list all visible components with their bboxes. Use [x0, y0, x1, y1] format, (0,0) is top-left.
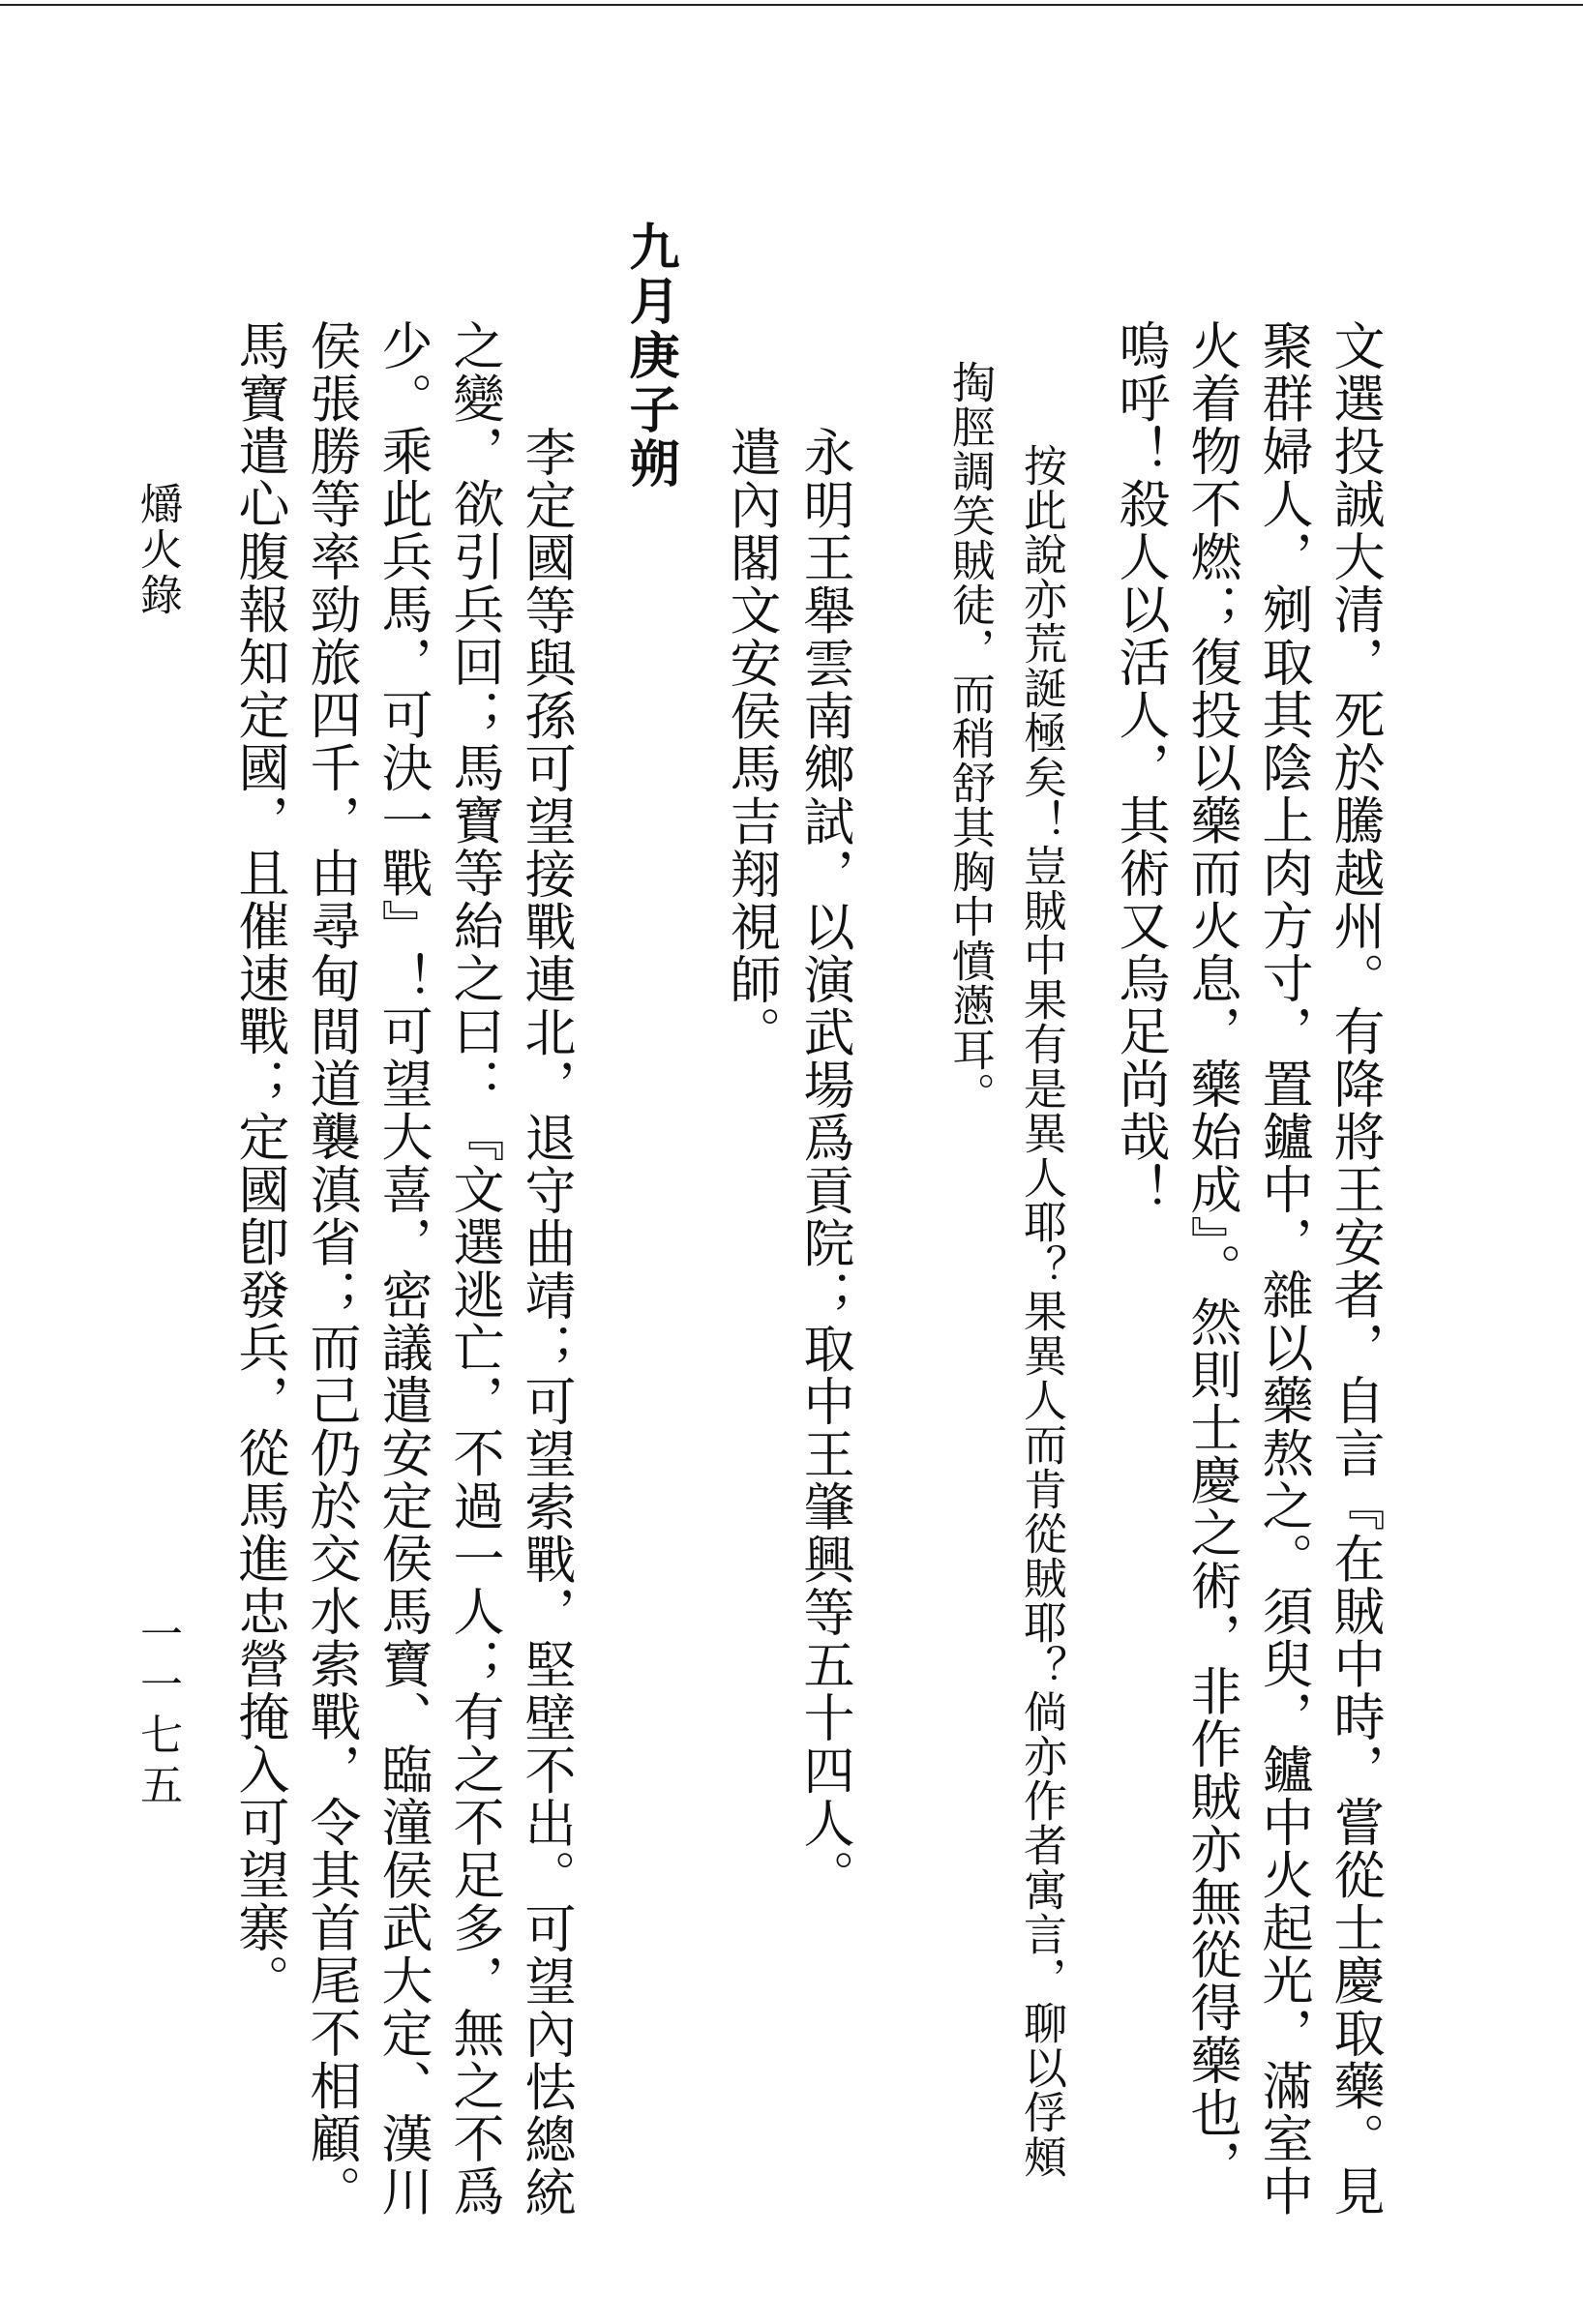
text-column-3: 火着物不燃；復投以藥而火息，藥始成』。然則士慶之術，非作賊亦無從得藥也，	[1182, 319, 1241, 2192]
text-column-1: 文選投誠大清，死於騰越州。有降將王安者，自言『在賊中時，嘗從士慶取藥。見	[1326, 319, 1385, 2218]
text-column-5: 永明王舉雲南鄉試，以演武場爲貢院；取中王肇興等五十四人。	[795, 426, 854, 1902]
commentary-column-2: 掏脛調笑賊徒，而稍舒其胸中憤懣耳。	[944, 360, 996, 1117]
commentary-column-1: 按此說亦荒誕極矣！豈賊中果有是異人耶？果異人而肯從賊耶？倘亦作者寓言，聊以俘頰	[1016, 443, 1067, 2179]
running-title: 爝火錄	[133, 482, 182, 618]
text-column-10: 侯張勝等率勁旅四千，由尋甸間道襲滇省；而己仍於交水索戰，令其首尾不相顧。	[302, 319, 361, 2218]
text-column-6: 遣內閣文安侯馬吉翔視師。	[722, 426, 781, 1058]
text-column-11: 馬寶遣心腹報知定國，且催速戰；定國卽發兵，從馬進忠營掩入可望寨。	[230, 319, 289, 2007]
top-border-rule	[0, 4, 1583, 6]
section-heading: 九月庚子朔	[620, 221, 679, 492]
text-column-7: 李定國等與孫可望接戰連北，退守曲靖；可望索戰，堅壁不出。可望內怯總統	[517, 426, 576, 2219]
text-column-8: 之變，欲引兵回；馬寶等紿之曰：『文選逃亡，不過一人；有之不足多，無之不爲	[445, 319, 504, 2218]
page-number: 一一七五	[133, 1612, 182, 1813]
text-column-2: 聚群婦人，剜取其陰上肉方寸，置鑪中，雜以藥熬之。須臾，鑪中火起光，滿室中	[1254, 319, 1313, 2218]
text-column-9: 少。乘此兵馬，可決一戰』！可望大喜，密議遣安定侯馬寶、臨潼侯武大定、漢川	[373, 319, 433, 2218]
text-column-4: 嗚呼！殺人以活人，其術又烏足尚哉！	[1111, 319, 1170, 1216]
